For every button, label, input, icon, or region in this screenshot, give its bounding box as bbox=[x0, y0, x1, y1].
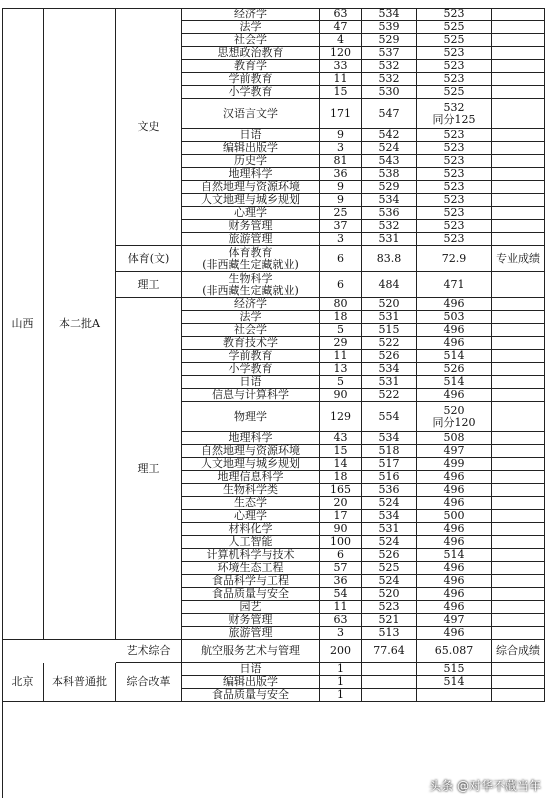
max-score-cell: 522 bbox=[362, 337, 417, 350]
major-cell: 自然地理与资源环境 bbox=[182, 445, 320, 458]
max-score-cell: 521 bbox=[362, 614, 417, 627]
max-score-cell: 531 bbox=[362, 311, 417, 324]
max-score-cell: 536 bbox=[362, 484, 417, 497]
min-score-cell: 523 bbox=[417, 168, 492, 181]
note-cell bbox=[492, 363, 545, 376]
note-cell bbox=[492, 601, 545, 614]
plan-count-cell: 11 bbox=[320, 350, 362, 363]
major-cell: 教育技术学 bbox=[182, 337, 320, 350]
max-score-cell: 517 bbox=[362, 458, 417, 471]
major-cell: 学前教育 bbox=[182, 73, 320, 86]
max-score-cell: 531 bbox=[362, 376, 417, 389]
plan-count-cell: 165 bbox=[320, 484, 362, 497]
note-cell bbox=[492, 588, 545, 601]
major-cell: 财务管理 bbox=[182, 220, 320, 233]
min-score-cell: 65.087 bbox=[417, 640, 492, 663]
major-cell: 园艺 bbox=[182, 601, 320, 614]
max-score-cell: 526 bbox=[362, 549, 417, 562]
major-cell: 经济学 bbox=[182, 298, 320, 311]
min-score-cell: 496 bbox=[417, 389, 492, 402]
min-score-cell: 500 bbox=[417, 510, 492, 523]
min-score-cell: 526 bbox=[417, 363, 492, 376]
major-cell: 人工智能 bbox=[182, 536, 320, 549]
major-cell: 社会学 bbox=[182, 34, 320, 47]
min-score-cell: 496 bbox=[417, 627, 492, 640]
plan-count-cell: 6 bbox=[320, 272, 362, 298]
major-cell: 食品质量与安全 bbox=[182, 588, 320, 601]
note-cell bbox=[492, 471, 545, 484]
province-cell: 山西 bbox=[2, 8, 44, 640]
major-cell: 编辑出版学 bbox=[182, 142, 320, 155]
plan-count-cell: 5 bbox=[320, 376, 362, 389]
plan-count-cell: 90 bbox=[320, 523, 362, 536]
major-cell: 生物科学 (非西藏生定藏就业) bbox=[182, 272, 320, 298]
max-score-cell bbox=[362, 676, 417, 689]
min-score-cell: 496 bbox=[417, 298, 492, 311]
plan-count-cell: 17 bbox=[320, 510, 362, 523]
watermark-text: 头条 @对华不藏当年 bbox=[429, 779, 541, 793]
min-score-cell: 496 bbox=[417, 324, 492, 337]
subject-group-cell: 综合改革 bbox=[116, 663, 182, 702]
plan-count-cell: 47 bbox=[320, 21, 362, 34]
plan-count-cell: 5 bbox=[320, 324, 362, 337]
note-cell bbox=[492, 168, 545, 181]
major-cell: 思想政治教育 bbox=[182, 47, 320, 60]
major-cell: 食品质量与安全 bbox=[182, 689, 320, 702]
major-cell: 食品科学与工程 bbox=[182, 575, 320, 588]
major-cell: 法学 bbox=[182, 21, 320, 34]
major-cell: 生态学 bbox=[182, 497, 320, 510]
major-cell: 生物科学类 bbox=[182, 484, 320, 497]
max-score-cell: 547 bbox=[362, 99, 417, 129]
min-score-cell: 532 同分125 bbox=[417, 99, 492, 129]
note-cell bbox=[492, 484, 545, 497]
major-cell: 历史学 bbox=[182, 155, 320, 168]
note-cell bbox=[492, 676, 545, 689]
min-score-cell: 499 bbox=[417, 458, 492, 471]
min-score-cell: 514 bbox=[417, 350, 492, 363]
major-cell: 学前教育 bbox=[182, 350, 320, 363]
max-score-cell: 516 bbox=[362, 471, 417, 484]
min-score-cell: 72.9 bbox=[417, 246, 492, 272]
note-cell bbox=[492, 627, 545, 640]
max-score-cell: 524 bbox=[362, 575, 417, 588]
batch-cell: 本二批A bbox=[44, 8, 116, 640]
major-cell: 日语 bbox=[182, 376, 320, 389]
plan-count-cell: 11 bbox=[320, 601, 362, 614]
note-cell bbox=[492, 510, 545, 523]
min-score-cell: 496 bbox=[417, 471, 492, 484]
subject-group-cell: 体育(文) bbox=[116, 246, 182, 272]
min-score-cell: 514 bbox=[417, 676, 492, 689]
plan-count-cell: 1 bbox=[320, 676, 362, 689]
admission-score-table bbox=[2, 8, 545, 798]
plan-count-cell: 100 bbox=[320, 536, 362, 549]
plan-count-cell: 15 bbox=[320, 445, 362, 458]
note-cell bbox=[492, 614, 545, 627]
min-score-cell: 523 bbox=[417, 142, 492, 155]
min-score-cell: 496 bbox=[417, 484, 492, 497]
min-score-cell: 497 bbox=[417, 614, 492, 627]
note-cell bbox=[492, 207, 545, 220]
major-cell: 小学教育 bbox=[182, 363, 320, 376]
note-cell bbox=[492, 549, 545, 562]
note-cell bbox=[492, 142, 545, 155]
min-score-cell: 523 bbox=[417, 220, 492, 233]
max-score-cell: 518 bbox=[362, 445, 417, 458]
major-cell: 小学教育 bbox=[182, 86, 320, 99]
plan-count-cell: 3 bbox=[320, 233, 362, 246]
min-score-cell: 514 bbox=[417, 376, 492, 389]
note-cell bbox=[492, 350, 545, 363]
max-score-cell: 515 bbox=[362, 324, 417, 337]
note-cell: 专业成绩 bbox=[492, 246, 545, 272]
subject-group-cell: 理工 bbox=[116, 298, 182, 640]
plan-count-cell: 43 bbox=[320, 432, 362, 445]
note-cell bbox=[492, 575, 545, 588]
major-cell: 地理信息科学 bbox=[182, 471, 320, 484]
note-cell bbox=[492, 389, 545, 402]
min-score-cell: 523 bbox=[417, 207, 492, 220]
major-cell: 材料化学 bbox=[182, 523, 320, 536]
major-cell: 信息与计算科学 bbox=[182, 389, 320, 402]
max-score-cell: 524 bbox=[362, 142, 417, 155]
major-cell: 日语 bbox=[182, 663, 320, 676]
max-score-cell: 538 bbox=[362, 168, 417, 181]
plan-count-cell: 63 bbox=[320, 614, 362, 627]
note-cell bbox=[492, 220, 545, 233]
plan-count-cell: 9 bbox=[320, 181, 362, 194]
min-score-cell: 523 bbox=[417, 8, 492, 21]
plan-count-cell: 200 bbox=[320, 640, 362, 663]
max-score-cell: 534 bbox=[362, 363, 417, 376]
max-score-cell: 484 bbox=[362, 272, 417, 298]
max-score-cell bbox=[362, 689, 417, 702]
plan-count-cell: 171 bbox=[320, 99, 362, 129]
note-cell bbox=[492, 60, 545, 73]
note-cell bbox=[492, 155, 545, 168]
max-score-cell: 526 bbox=[362, 350, 417, 363]
major-cell: 旅游管理 bbox=[182, 233, 320, 246]
major-cell: 环境生态工程 bbox=[182, 562, 320, 575]
min-score-cell: 515 bbox=[417, 663, 492, 676]
min-score-cell: 525 bbox=[417, 34, 492, 47]
major-cell: 人文地理与城乡规划 bbox=[182, 194, 320, 207]
min-score-cell: 514 bbox=[417, 549, 492, 562]
max-score-cell: 524 bbox=[362, 497, 417, 510]
min-score-cell: 503 bbox=[417, 311, 492, 324]
note-cell bbox=[492, 34, 545, 47]
min-score-cell bbox=[417, 689, 492, 702]
min-score-cell: 523 bbox=[417, 73, 492, 86]
major-cell: 心理学 bbox=[182, 207, 320, 220]
plan-count-cell: 18 bbox=[320, 471, 362, 484]
major-cell: 日语 bbox=[182, 129, 320, 142]
note-cell bbox=[492, 233, 545, 246]
major-cell: 自然地理与资源环境 bbox=[182, 181, 320, 194]
min-score-cell: 496 bbox=[417, 601, 492, 614]
province-cell: 北京 bbox=[2, 663, 44, 702]
plan-count-cell: 15 bbox=[320, 86, 362, 99]
min-score-cell: 496 bbox=[417, 575, 492, 588]
max-score-cell: 539 bbox=[362, 21, 417, 34]
note-cell bbox=[492, 376, 545, 389]
plan-count-cell: 54 bbox=[320, 588, 362, 601]
major-cell: 物理学 bbox=[182, 402, 320, 432]
max-score-cell: 543 bbox=[362, 155, 417, 168]
plan-count-cell: 33 bbox=[320, 60, 362, 73]
max-score-cell: 531 bbox=[362, 233, 417, 246]
plan-count-cell: 1 bbox=[320, 663, 362, 676]
major-cell: 地理科学 bbox=[182, 168, 320, 181]
plan-count-cell: 18 bbox=[320, 311, 362, 324]
major-cell: 体育教育 (非西藏生定藏就业) bbox=[182, 246, 320, 272]
note-cell bbox=[492, 99, 545, 129]
max-score-cell: 534 bbox=[362, 432, 417, 445]
batch-cell: 本科普通批 bbox=[44, 663, 116, 702]
plan-count-cell: 3 bbox=[320, 627, 362, 640]
plan-count-cell: 20 bbox=[320, 497, 362, 510]
major-cell: 计算机科学与技术 bbox=[182, 549, 320, 562]
min-score-cell: 523 bbox=[417, 194, 492, 207]
note-cell bbox=[492, 194, 545, 207]
max-score-cell: 513 bbox=[362, 627, 417, 640]
max-score-cell: 77.64 bbox=[362, 640, 417, 663]
note-cell bbox=[492, 73, 545, 86]
watermark bbox=[429, 777, 541, 794]
plan-count-cell: 9 bbox=[320, 194, 362, 207]
note-cell bbox=[492, 562, 545, 575]
plan-count-cell: 11 bbox=[320, 73, 362, 86]
note-cell bbox=[492, 311, 545, 324]
note-cell bbox=[492, 402, 545, 432]
note-cell bbox=[492, 129, 545, 142]
plan-count-cell: 120 bbox=[320, 47, 362, 60]
max-score-cell: 537 bbox=[362, 47, 417, 60]
major-cell: 航空服务艺术与管理 bbox=[182, 640, 320, 663]
plan-count-cell: 3 bbox=[320, 142, 362, 155]
plan-count-cell: 14 bbox=[320, 458, 362, 471]
min-score-cell: 496 bbox=[417, 523, 492, 536]
plan-count-cell: 63 bbox=[320, 8, 362, 21]
note-cell bbox=[492, 432, 545, 445]
max-score-cell: 534 bbox=[362, 194, 417, 207]
note-cell bbox=[492, 324, 545, 337]
min-score-cell: 508 bbox=[417, 432, 492, 445]
major-cell: 旅游管理 bbox=[182, 627, 320, 640]
note-cell bbox=[492, 86, 545, 99]
major-cell: 教育学 bbox=[182, 60, 320, 73]
plan-count-cell: 4 bbox=[320, 34, 362, 47]
plan-count-cell: 90 bbox=[320, 389, 362, 402]
max-score-cell: 523 bbox=[362, 601, 417, 614]
min-score-cell: 496 bbox=[417, 536, 492, 549]
max-score-cell bbox=[362, 663, 417, 676]
max-score-cell: 530 bbox=[362, 86, 417, 99]
min-score-cell: 523 bbox=[417, 155, 492, 168]
max-score-cell: 529 bbox=[362, 34, 417, 47]
note-cell: 综合成绩 bbox=[492, 640, 545, 663]
min-score-cell: 523 bbox=[417, 181, 492, 194]
note-cell bbox=[492, 458, 545, 471]
note-cell bbox=[492, 47, 545, 60]
note-cell bbox=[492, 536, 545, 549]
plan-count-cell: 13 bbox=[320, 363, 362, 376]
plan-count-cell: 29 bbox=[320, 337, 362, 350]
note-cell bbox=[492, 523, 545, 536]
major-cell: 法学 bbox=[182, 311, 320, 324]
plan-count-cell: 37 bbox=[320, 220, 362, 233]
min-score-cell: 496 bbox=[417, 497, 492, 510]
major-cell: 社会学 bbox=[182, 324, 320, 337]
min-score-cell: 523 bbox=[417, 47, 492, 60]
min-score-cell: 523 bbox=[417, 129, 492, 142]
max-score-cell: 520 bbox=[362, 588, 417, 601]
plan-count-cell: 80 bbox=[320, 298, 362, 311]
major-cell: 汉语言文学 bbox=[182, 99, 320, 129]
min-score-cell: 525 bbox=[417, 86, 492, 99]
note-cell bbox=[492, 445, 545, 458]
max-score-cell: 534 bbox=[362, 8, 417, 21]
max-score-cell: 520 bbox=[362, 298, 417, 311]
max-score-cell: 542 bbox=[362, 129, 417, 142]
plan-count-cell: 25 bbox=[320, 207, 362, 220]
note-cell bbox=[492, 663, 545, 676]
max-score-cell: 524 bbox=[362, 536, 417, 549]
min-score-cell: 496 bbox=[417, 337, 492, 350]
min-score-cell: 523 bbox=[417, 233, 492, 246]
note-cell bbox=[492, 21, 545, 34]
max-score-cell: 534 bbox=[362, 510, 417, 523]
max-score-cell: 532 bbox=[362, 73, 417, 86]
max-score-cell: 532 bbox=[362, 220, 417, 233]
min-score-cell: 520 同分120 bbox=[417, 402, 492, 432]
note-cell bbox=[492, 8, 545, 21]
major-cell: 人文地理与城乡规划 bbox=[182, 458, 320, 471]
subject-group-cell: 理工 bbox=[116, 272, 182, 298]
max-score-cell: 525 bbox=[362, 562, 417, 575]
major-cell: 编辑出版学 bbox=[182, 676, 320, 689]
plan-count-cell: 1 bbox=[320, 689, 362, 702]
note-cell bbox=[492, 497, 545, 510]
plan-count-cell: 81 bbox=[320, 155, 362, 168]
plan-count-cell: 36 bbox=[320, 575, 362, 588]
note-cell bbox=[492, 689, 545, 702]
max-score-cell: 532 bbox=[362, 60, 417, 73]
max-score-cell: 536 bbox=[362, 207, 417, 220]
min-score-cell: 523 bbox=[417, 60, 492, 73]
plan-count-cell: 129 bbox=[320, 402, 362, 432]
min-score-cell: 496 bbox=[417, 562, 492, 575]
plan-count-cell: 6 bbox=[320, 246, 362, 272]
plan-count-cell: 9 bbox=[320, 129, 362, 142]
note-cell bbox=[492, 337, 545, 350]
min-score-cell: 471 bbox=[417, 272, 492, 298]
major-cell: 地理科学 bbox=[182, 432, 320, 445]
max-score-cell: 83.8 bbox=[362, 246, 417, 272]
note-cell bbox=[492, 272, 545, 298]
max-score-cell: 522 bbox=[362, 389, 417, 402]
major-cell: 心理学 bbox=[182, 510, 320, 523]
subject-group-cell: 文史 bbox=[116, 8, 182, 246]
subject-group-cell: 艺术综合 bbox=[116, 640, 182, 663]
max-score-cell: 531 bbox=[362, 523, 417, 536]
max-score-cell: 529 bbox=[362, 181, 417, 194]
plan-count-cell: 6 bbox=[320, 549, 362, 562]
min-score-cell: 496 bbox=[417, 588, 492, 601]
note-cell bbox=[492, 181, 545, 194]
max-score-cell: 554 bbox=[362, 402, 417, 432]
plan-count-cell: 57 bbox=[320, 562, 362, 575]
min-score-cell: 525 bbox=[417, 21, 492, 34]
min-score-cell: 497 bbox=[417, 445, 492, 458]
major-cell: 经济学 bbox=[182, 8, 320, 21]
plan-count-cell: 36 bbox=[320, 168, 362, 181]
note-cell bbox=[492, 298, 545, 311]
major-cell: 财务管理 bbox=[182, 614, 320, 627]
